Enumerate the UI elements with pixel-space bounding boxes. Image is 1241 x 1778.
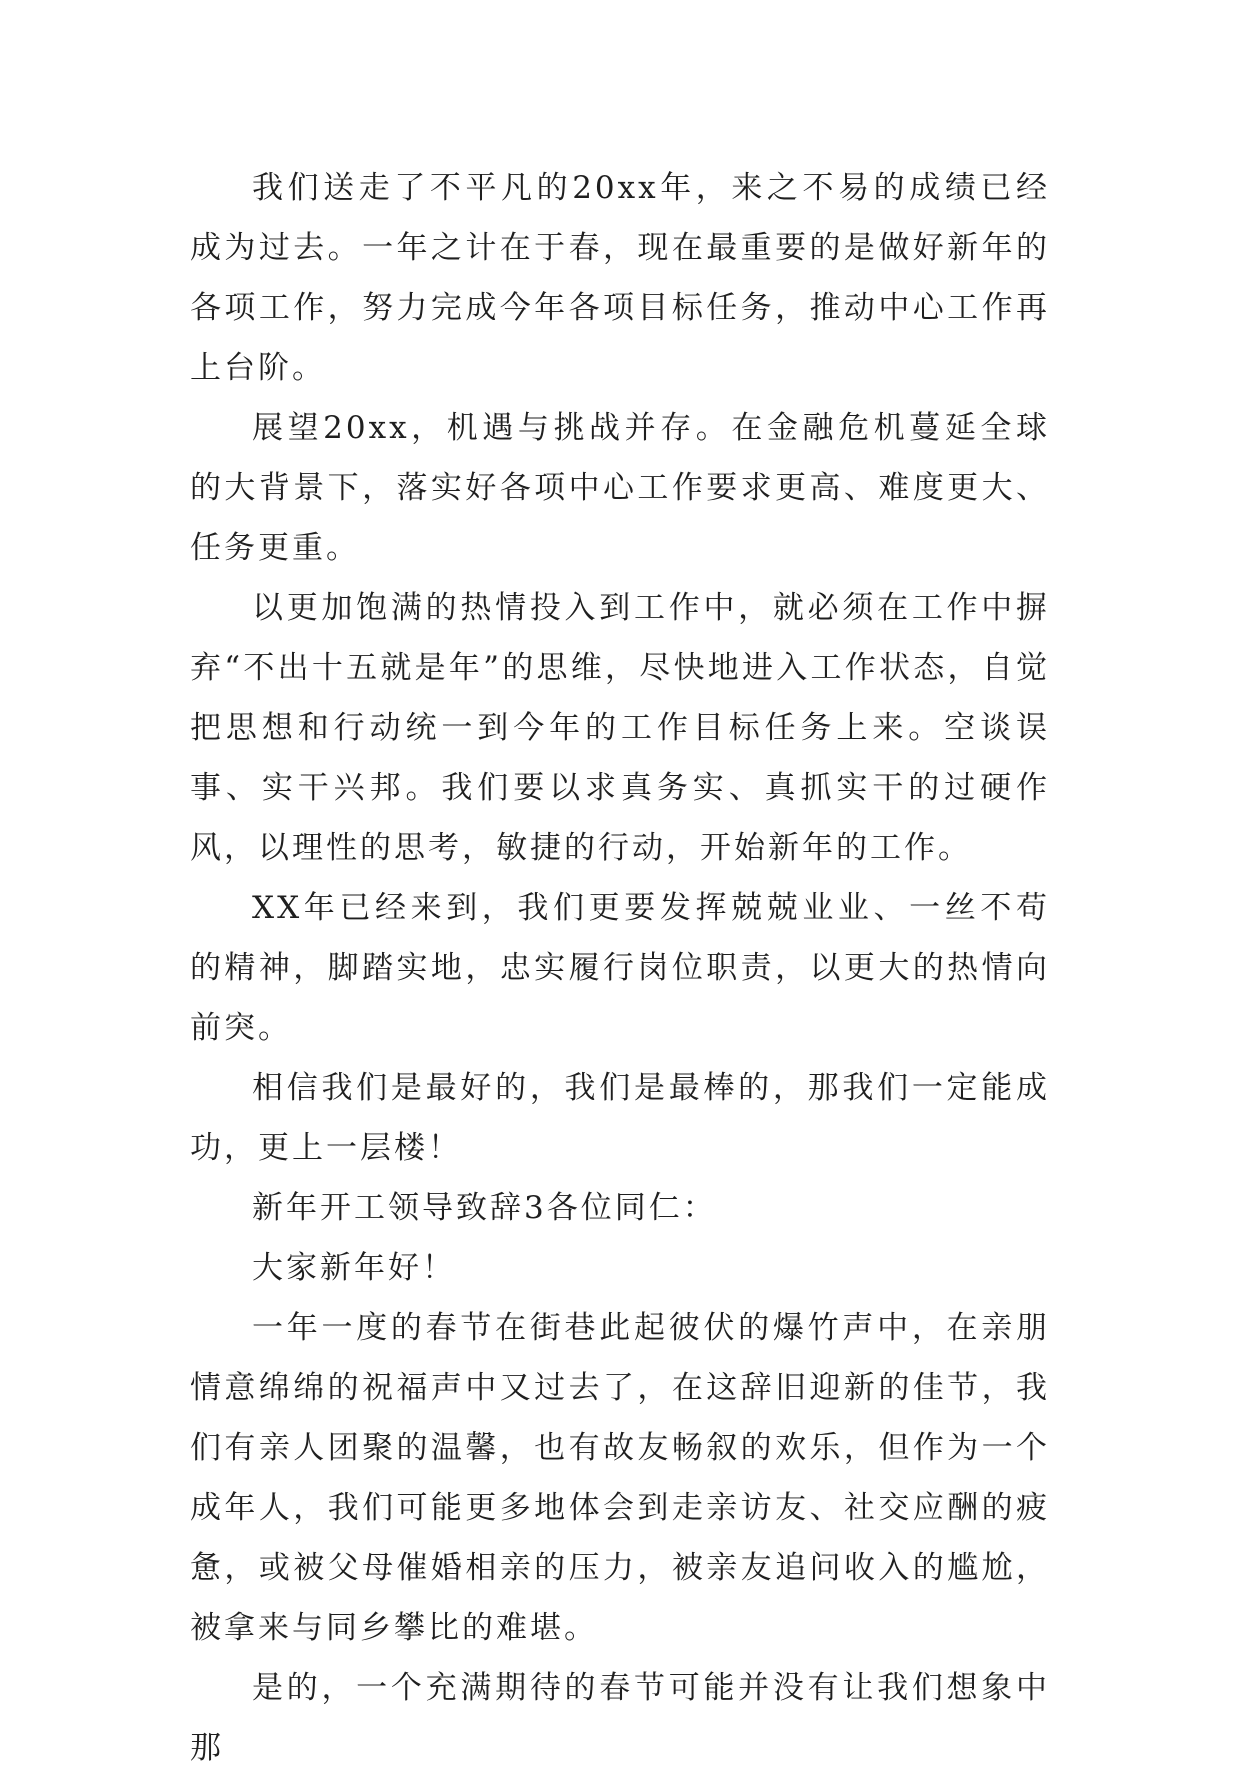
paragraph-7: 大家新年好！ [252,1250,456,1286]
paragraph-9: 是的，一个充满期待的春节可能并没有让我们想象中那 [190,1670,1050,1766]
paragraph-1: 我们送走了不平凡的20xx年，来之不易的成绩已经成为过去。一年之计在于春，现在最重要的是做好新年的各项工作，努力完成今年各项目标任务，推动中心工作再上台阶。 [190,170,1050,386]
paragraph-5: 相信我们是最好的，我们是最棒的，那我们一定能成功，更上一层楼！ [190,1070,1050,1166]
paragraph-3: 以更加饱满的热情投入到工作中，就必须在工作中摒弃“不出十五就是年”的思维，尽快地进入工作状态，自觉把思想和行动统一到今年的工作目标任务上来。空谈误事、实干兴邦。我们要以求真务实、真抓实干的过硬作风，以理性的思考，敏捷的行动，开始新年的工作。 [190,590,1050,866]
paragraph-8: 一年一度的春节在街巷此起彼伏的爆竹声中，在亲朋情意绵绵的祝福声中又过去了，在这辞旧迎新的佳节，我们有亲人团聚的温馨，也有故友畅叙的欢乐，但作为一个成年人，我们可能更多地体会到走亲访友、社交应酬的疲惫，或被父母催婚相亲的压力，被亲友追问收入的尴尬，被拿来与同乡攀比的难堪。 [190,1310,1050,1646]
paragraph-2: 展望20xx，机遇与挑战并存。在金融危机蔓延全球的大背景下，落实好各项中心工作要求更高、难度更大、任务更重。 [190,410,1050,566]
paragraph-4: XX年已经来到，我们更要发挥兢兢业业、一丝不苟的精神，脚踏实地，忠实履行岗位职责，以更大的热情向前突。 [190,890,1050,1046]
paragraph-6: 新年开工领导致辞3各位同仁： [252,1190,717,1226]
document-body [190,158,1050,1778]
